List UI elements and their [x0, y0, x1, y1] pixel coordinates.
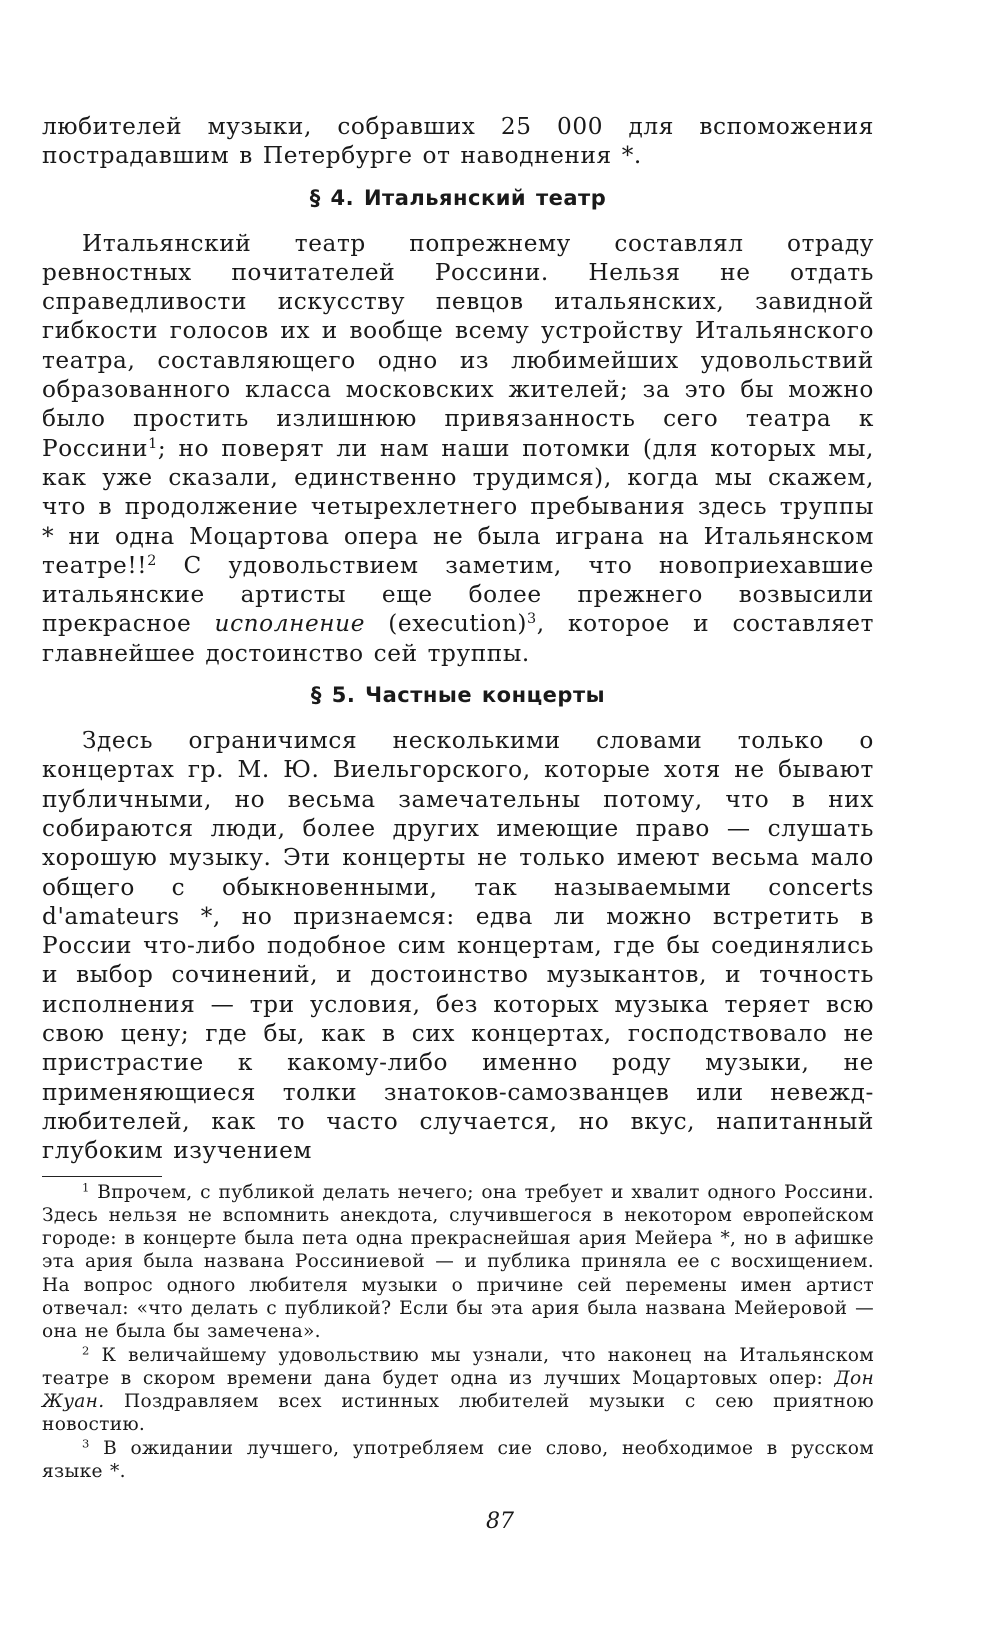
- section-4-text-part-2: ; но поверят ли нам наши потомки (для которых мы, как уже сказали, единственно трудимся), когда мы скажем, что в продолжение четырехлетнего пребывания здесь труппы * ни одна Моцартова опера не была играна на Итальянском театре!!: [42, 434, 874, 579]
- page-number: 87: [486, 1509, 514, 1534]
- section-4-text-part-5: , которое и составляет главнейшее достоинство сей труппы.: [42, 610, 875, 667]
- continuation-paragraph: [42, 112, 874, 171]
- continuation-text: любителей музыки, собравших 25 000 для вспоможения пострадавшим в Петербурге от наводнения *.: [42, 113, 874, 170]
- footnote-1-text: Впрочем, с публикой делать нечего; она требует и хвалит одного Россини. Здесь нельзя не вспомнить анекдота, случившегося в некотором европейском городе: в концерте была пета одна прекраснейшая ария Мейера *, но в афишке эта ария была названа Россиниевой — и публика приняла ее с восхищением. На вопрос одного любителя музыки о причине сей перемены имен артист отвечал: «что делать с публикой? Если бы эта ария была названа Мейеровой — она не была бы замечена».: [42, 1181, 874, 1343]
- footnote-1: [42, 1181, 874, 1344]
- section-4-text-part-3: С удовольствием заметим, что новоприехавшие итальянские артисты еще более прежнего возвысили прекрасное: [42, 551, 874, 638]
- section-4-text-part-4: (execution): [365, 610, 528, 638]
- footnote-ref-2: 2: [147, 552, 157, 569]
- section-5-paragraph: Здесь ограничимся несколькими словами только о концертах гр. М. Ю. Виельгорского, которые хотя не бывают публичными, но весьма замечательны потому, что в них собираются люди, более других имеющие право — слушать хорошую музыку. Эти концерты не только имеют весьма мало общего с обыкновенными, так называемыми concerts d'amateurs *, но признаемся: едва ли можно встретить в России что-либо подобное сим концертам, где бы соединялись и выбор сочинений, и достоинство музыкантов, и точность исполнения — три условия, без которых музыка теряет всю свою цену; где бы, как в сих концертах, господствовало не пристрастие к какому-либо именно роду музыки, не применяющиеся толки знатоков-самозванцев или невежд-любителей, как то часто случается, но вкус, напитанный глубоким изучением: [42, 727, 874, 1165]
- footnote-divider: [42, 1176, 162, 1177]
- opera-title: Дон Жуан.: [42, 1367, 874, 1413]
- section-4-text-part-1: Итальянский театр попрежнему составлял отраду ревностных почитателей Россини. Нельзя не отдать справедливости искусству певцов итальянских, завидной гибкости голосов их и вообще всему устройству Итальянского театра, составляющего одно из любимейших удовольствий образованного класса московских жителей; за это бы можно было простить излишнюю привязанность сего театра к Россини: [42, 229, 874, 462]
- section-5-heading: § 5. Частные концерты: [310, 683, 606, 708]
- section-4-paragraph: [42, 229, 874, 668]
- footnotes: [42, 1181, 874, 1484]
- italic-term: исполнение: [214, 610, 366, 638]
- footnote-2: [42, 1344, 874, 1437]
- page-content: [42, 112, 874, 1483]
- footnote-1-mark: 1: [82, 1180, 90, 1195]
- footnote-ref-3: 3: [527, 611, 537, 628]
- footnote-2-text-b: Поздравляем всех истинных любителей музыки с сею приятною новостию.: [42, 1391, 874, 1436]
- section-4-heading: § 4. Итальянский театр: [309, 185, 607, 210]
- footnote-3-text: В ожидании лучшего, употребляем сие слово, необходимое в русском языке *.: [42, 1437, 874, 1483]
- footnote-2-mark: 2: [82, 1343, 90, 1358]
- footnote-ref-1: 1: [148, 435, 158, 452]
- footnote-2-text-a: К величайшему удовольствию мы узнали, что наконец на Итальянском театре в скором времени дана будет одна из лучших Моцартовых опер:: [42, 1344, 874, 1389]
- footnote-3: [42, 1437, 874, 1484]
- footnote-3-mark: 3: [82, 1436, 90, 1451]
